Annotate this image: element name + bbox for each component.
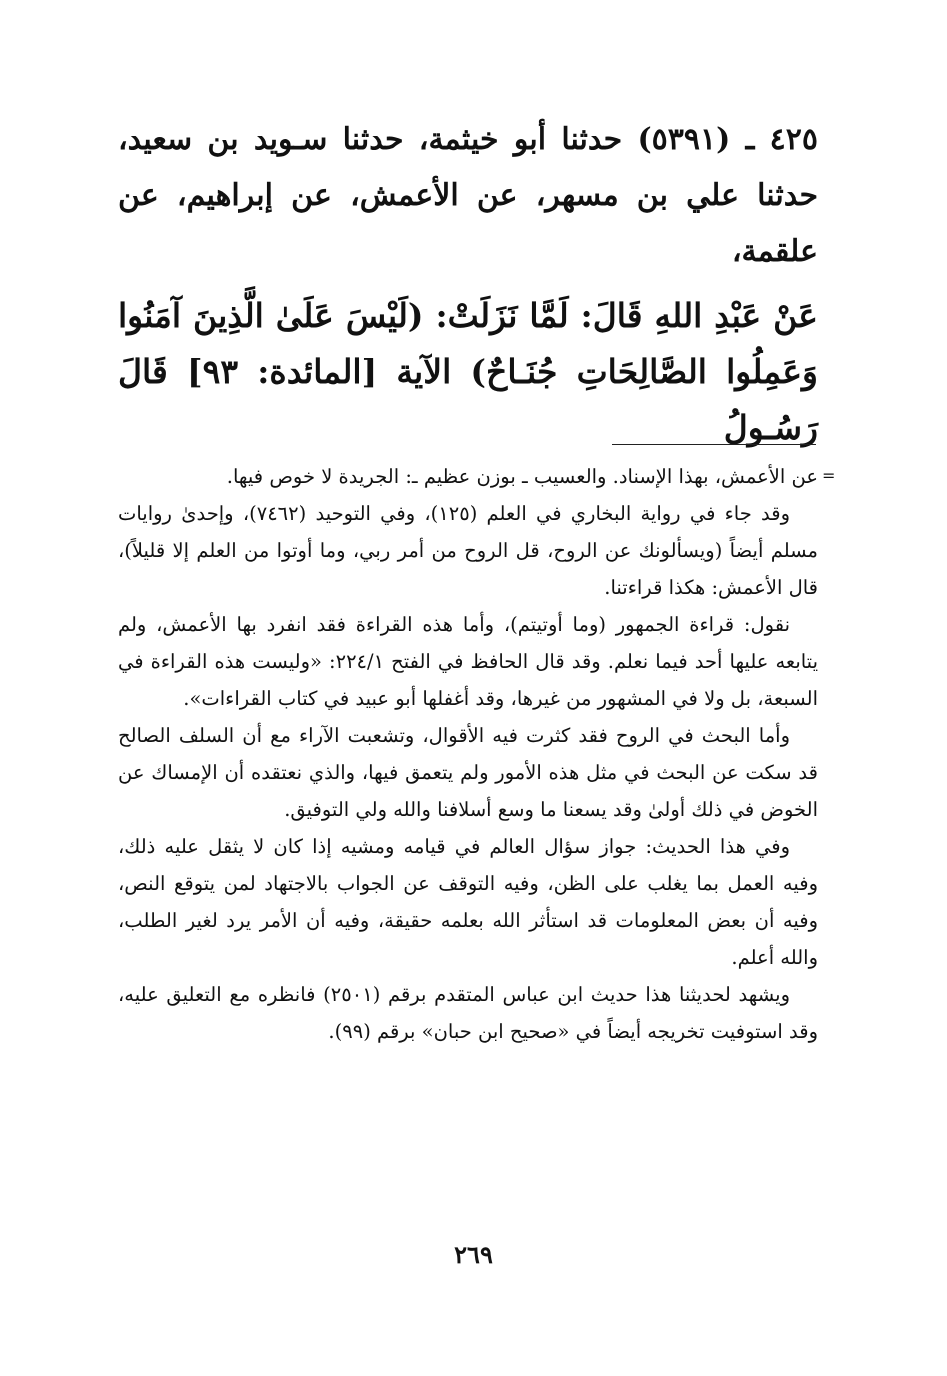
footnote-paragraph: نقول: قراءة الجمهور (وما أوتيتم)، وأما هذه القراءة فقد انفرد بها الأعمش، ولم يتابعه عليها أحد فيما نعلم. وقد قال الحافظ في الفتح ٢٢٤/١: «وليست هذه القراءة في السبعة، بل ولا في المشهور من غيرها، وقد أغفلها أبو عبيد في كتاب القراءات». bbox=[118, 613, 818, 710]
footnote-paragraph: عن الأعمش، بهذا الإسناد. والعسيب ـ بوزن عظيم ـ: الجريدة لا خوص فيها. bbox=[226, 465, 818, 488]
footnote-paragraph: وقد جاء في رواية البخاري في العلم (١٢٥)، وفي التوحيد (٧٤٦٢)، وإحدىٰ روايات مسلم أيضاً (ويسألونك عن الروح، قل الروح من أمر ربي، وما أوتوا من العلم إلا قليلاً)، قال الأعمش: هكذا قراءتنا. bbox=[118, 502, 818, 599]
footnote-paragraph: ويشهد لحديثنا هذا حديث ابن عباس المتقدم برقم (٢٥٠١) فانظره مع التعليق عليه، وقد استوفيت تخريجه أيضاً في «صحيح ابن حبان» برقم (٩٩). bbox=[118, 983, 818, 1043]
page-number: ٢٦٩ bbox=[454, 1240, 493, 1269]
footnote-separator bbox=[612, 444, 816, 445]
hadith-matn: عَنْ عَبْدِ اللهِ قَالَ: لَمَّا نَزَلَتْ: (لَيْسَ عَلَىٰ الَّذِينَ آمَنُوا وَعَمِلُوا الصَّالِحَاتِ جُنَـاحٌ) الآية [المائدة: ٩٣] قَالَ رَسُـولُ bbox=[118, 296, 818, 447]
footnote-continuation-mark: = bbox=[822, 466, 836, 485]
hadith-block bbox=[118, 112, 818, 456]
footnote-paragraph: وفي هذا الحديث: جواز سؤال العالم في قيامه ومشيه إذا كان لا يثقل عليه ذلك، وفيه العمل بما يغلب على الظن، وفيه التوقف عن الجواب بالاجتهاد لمن يتوقع النص، وفيه أن بعض المعلومات قد استأثر الله بعلمه حقيقة، وفيه أن الأمر يرد لغير الطلب، والله أعلم. bbox=[118, 835, 818, 969]
footnotes bbox=[118, 458, 818, 1050]
hadith-isnad: ٤٢٥ ـ (٥٣٩١) حدثنا أبو خيثمة، حدثنا سـويد بن سعيد، حدثنا علي بن مسهر، عن الأعمش، عن إبراهيم، عن علقمة، bbox=[118, 122, 819, 269]
footnote-paragraph: وأما البحث في الروح فقد كثرت فيه الأقوال، وتشعبت الآراء مع أن السلف الصالح قد سكت عن البحث في مثل هذه الأمور ولم يتعمق فيها، والذي نعتقده أن الإمساك عن الخوض في ذلك أولىٰ وقد يسعنا ما وسع أسلافنا والله ولي التوفيق. bbox=[118, 724, 818, 821]
